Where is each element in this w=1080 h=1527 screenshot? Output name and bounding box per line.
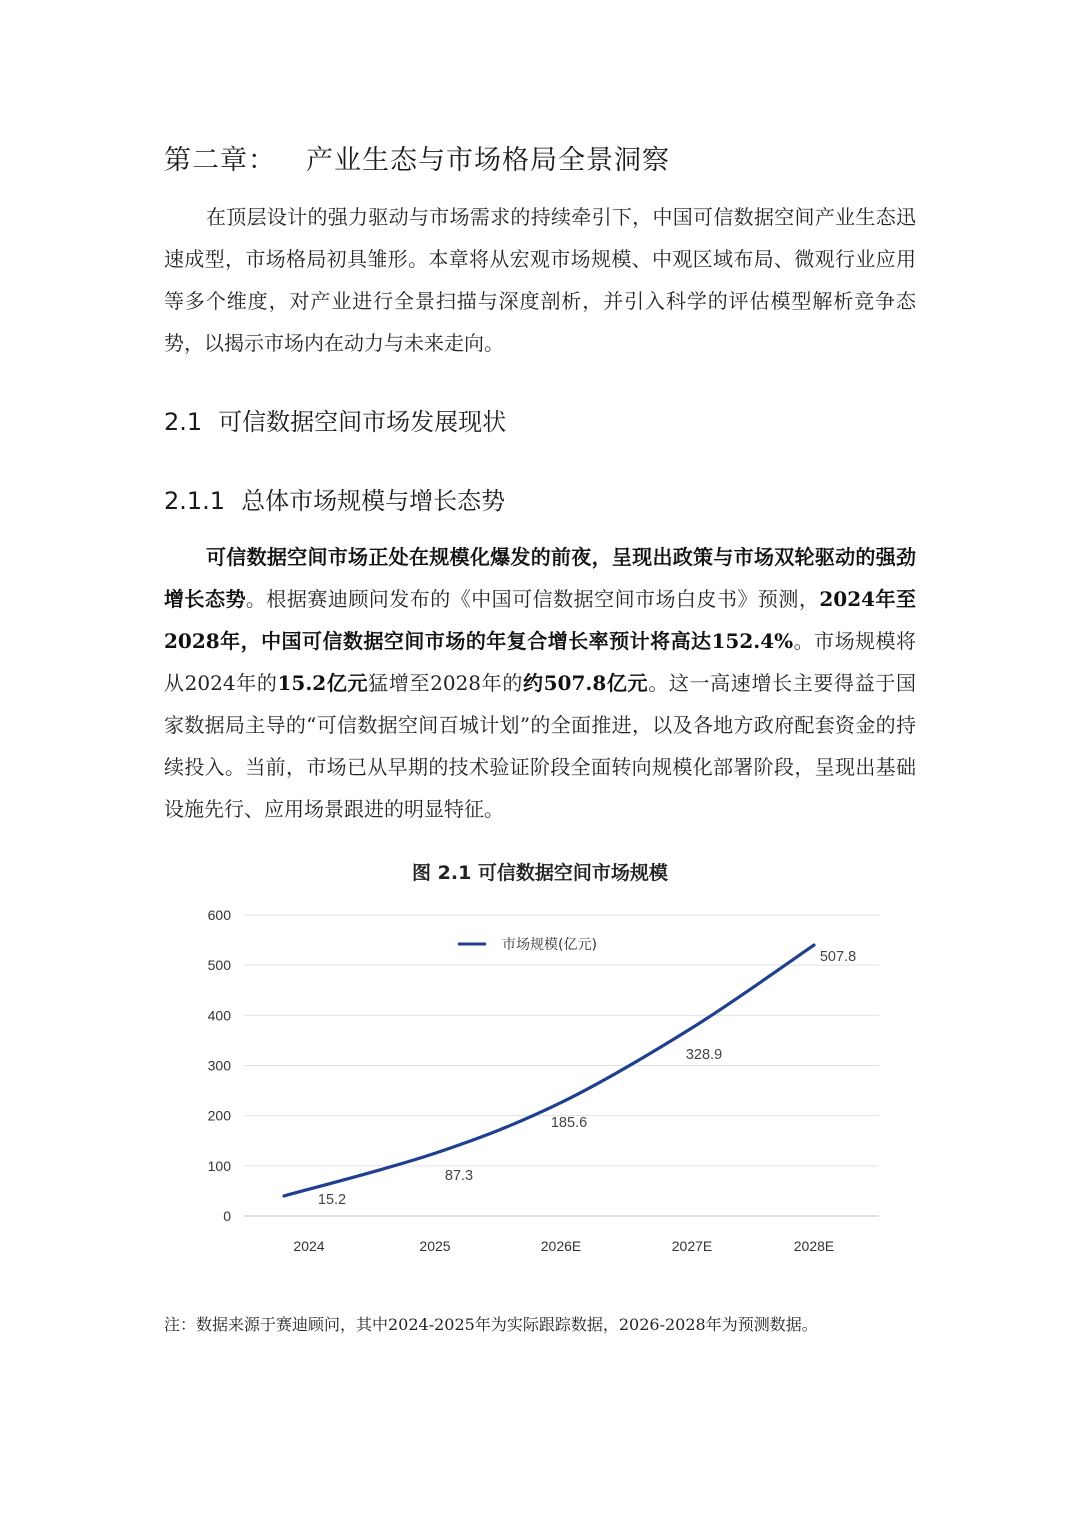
chart-svg <box>184 892 924 1272</box>
data-label: 507.8 <box>819 949 857 965</box>
x-tick-label: 2025 <box>419 1238 451 1254</box>
x-tick-label: 2026E <box>540 1238 582 1254</box>
figure-caption: 图 2.1 可信数据空间市场规模 <box>412 862 668 884</box>
bold-2028-size: 约507.8亿元 <box>522 671 649 695</box>
subsection-number: 2.1.1 <box>164 487 226 515</box>
bold-cagr: 2024年至2028年，中国可信数据空间市场的年复合增长率预计将高达152.4% <box>164 587 916 653</box>
body-text-3: 猛增至2028年的 <box>368 671 523 695</box>
body-paragraph <box>164 536 916 830</box>
market-size-chart <box>184 892 924 1272</box>
x-tick-label: 2028E <box>793 1238 835 1254</box>
bold-2024-size: 15.2亿元 <box>277 671 369 695</box>
y-tick-label: 600 <box>207 907 231 923</box>
body-text-4: 。这一高速增长主要得益于国家数据局主导的“可信数据空间百城计划”的全面推进，以及各地方政府配套资金的持续投入。当前，市场已从早期的技术验证阶段全面转向规模化部署阶段，呈现出基础设施先行、应用场景跟进的明显特征。 <box>164 671 916 821</box>
data-label: 15.2 <box>317 1192 347 1208</box>
y-tick-label: 500 <box>207 957 231 974</box>
intro-paragraph: 在顶层设计的强力驱动与市场需求的持续牵引下，中国可信数据空间产业生态迅速成型，市场格局初具雏形。本章将从宏观市场规模、中观区域布局、微观行业应用等多个维度，对产业进行全景扫描与深度剖析，并引入科学的评估模型解析竞争态势，以揭示市场内在动力与未来走向。 <box>164 205 916 355</box>
section-heading <box>164 402 506 437</box>
body-text-2: 。市场规模将从2024年的 <box>164 629 917 695</box>
body-text-1: 。根据赛迪顾问发布的《中国可信数据空间市场白皮书》预测， <box>245 587 820 611</box>
x-tick-label: 2024 <box>293 1238 325 1254</box>
section-number: 2.1 <box>164 408 203 436</box>
figure-note: 注：数据来源于赛迪顾问，其中2024-2025年为实际跟踪数据，2026-2028年为预测数据。 <box>164 1315 818 1334</box>
series-line-market-size <box>284 945 814 1196</box>
data-label: 328.9 <box>685 1047 723 1063</box>
subsection-heading <box>164 481 505 516</box>
y-tick-label: 200 <box>207 1107 231 1124</box>
y-tick-label: 400 <box>207 1007 231 1024</box>
data-label: 185.6 <box>550 1115 588 1131</box>
bold-lead: 可信数据空间市场正处在规模化爆发的前夜，呈现出政策与市场双轮驱动的强劲增长态势 <box>164 545 916 611</box>
section-title: 可信数据空间市场发展现状 <box>218 408 507 436</box>
chapter-title <box>164 138 670 177</box>
data-label: 87.3 <box>444 1168 474 1184</box>
subsection-title: 总体市场规模与增长态势 <box>241 487 506 515</box>
y-tick-label: 0 <box>223 1208 231 1224</box>
legend-label: 市场规模(亿元) <box>502 937 597 953</box>
chapter-label: 第二章： <box>164 145 276 176</box>
x-tick-label: 2027E <box>671 1238 713 1254</box>
chapter-heading: 产业生态与市场格局全景洞察 <box>306 145 670 176</box>
y-tick-label: 100 <box>207 1157 231 1174</box>
y-tick-label: 300 <box>207 1057 231 1074</box>
